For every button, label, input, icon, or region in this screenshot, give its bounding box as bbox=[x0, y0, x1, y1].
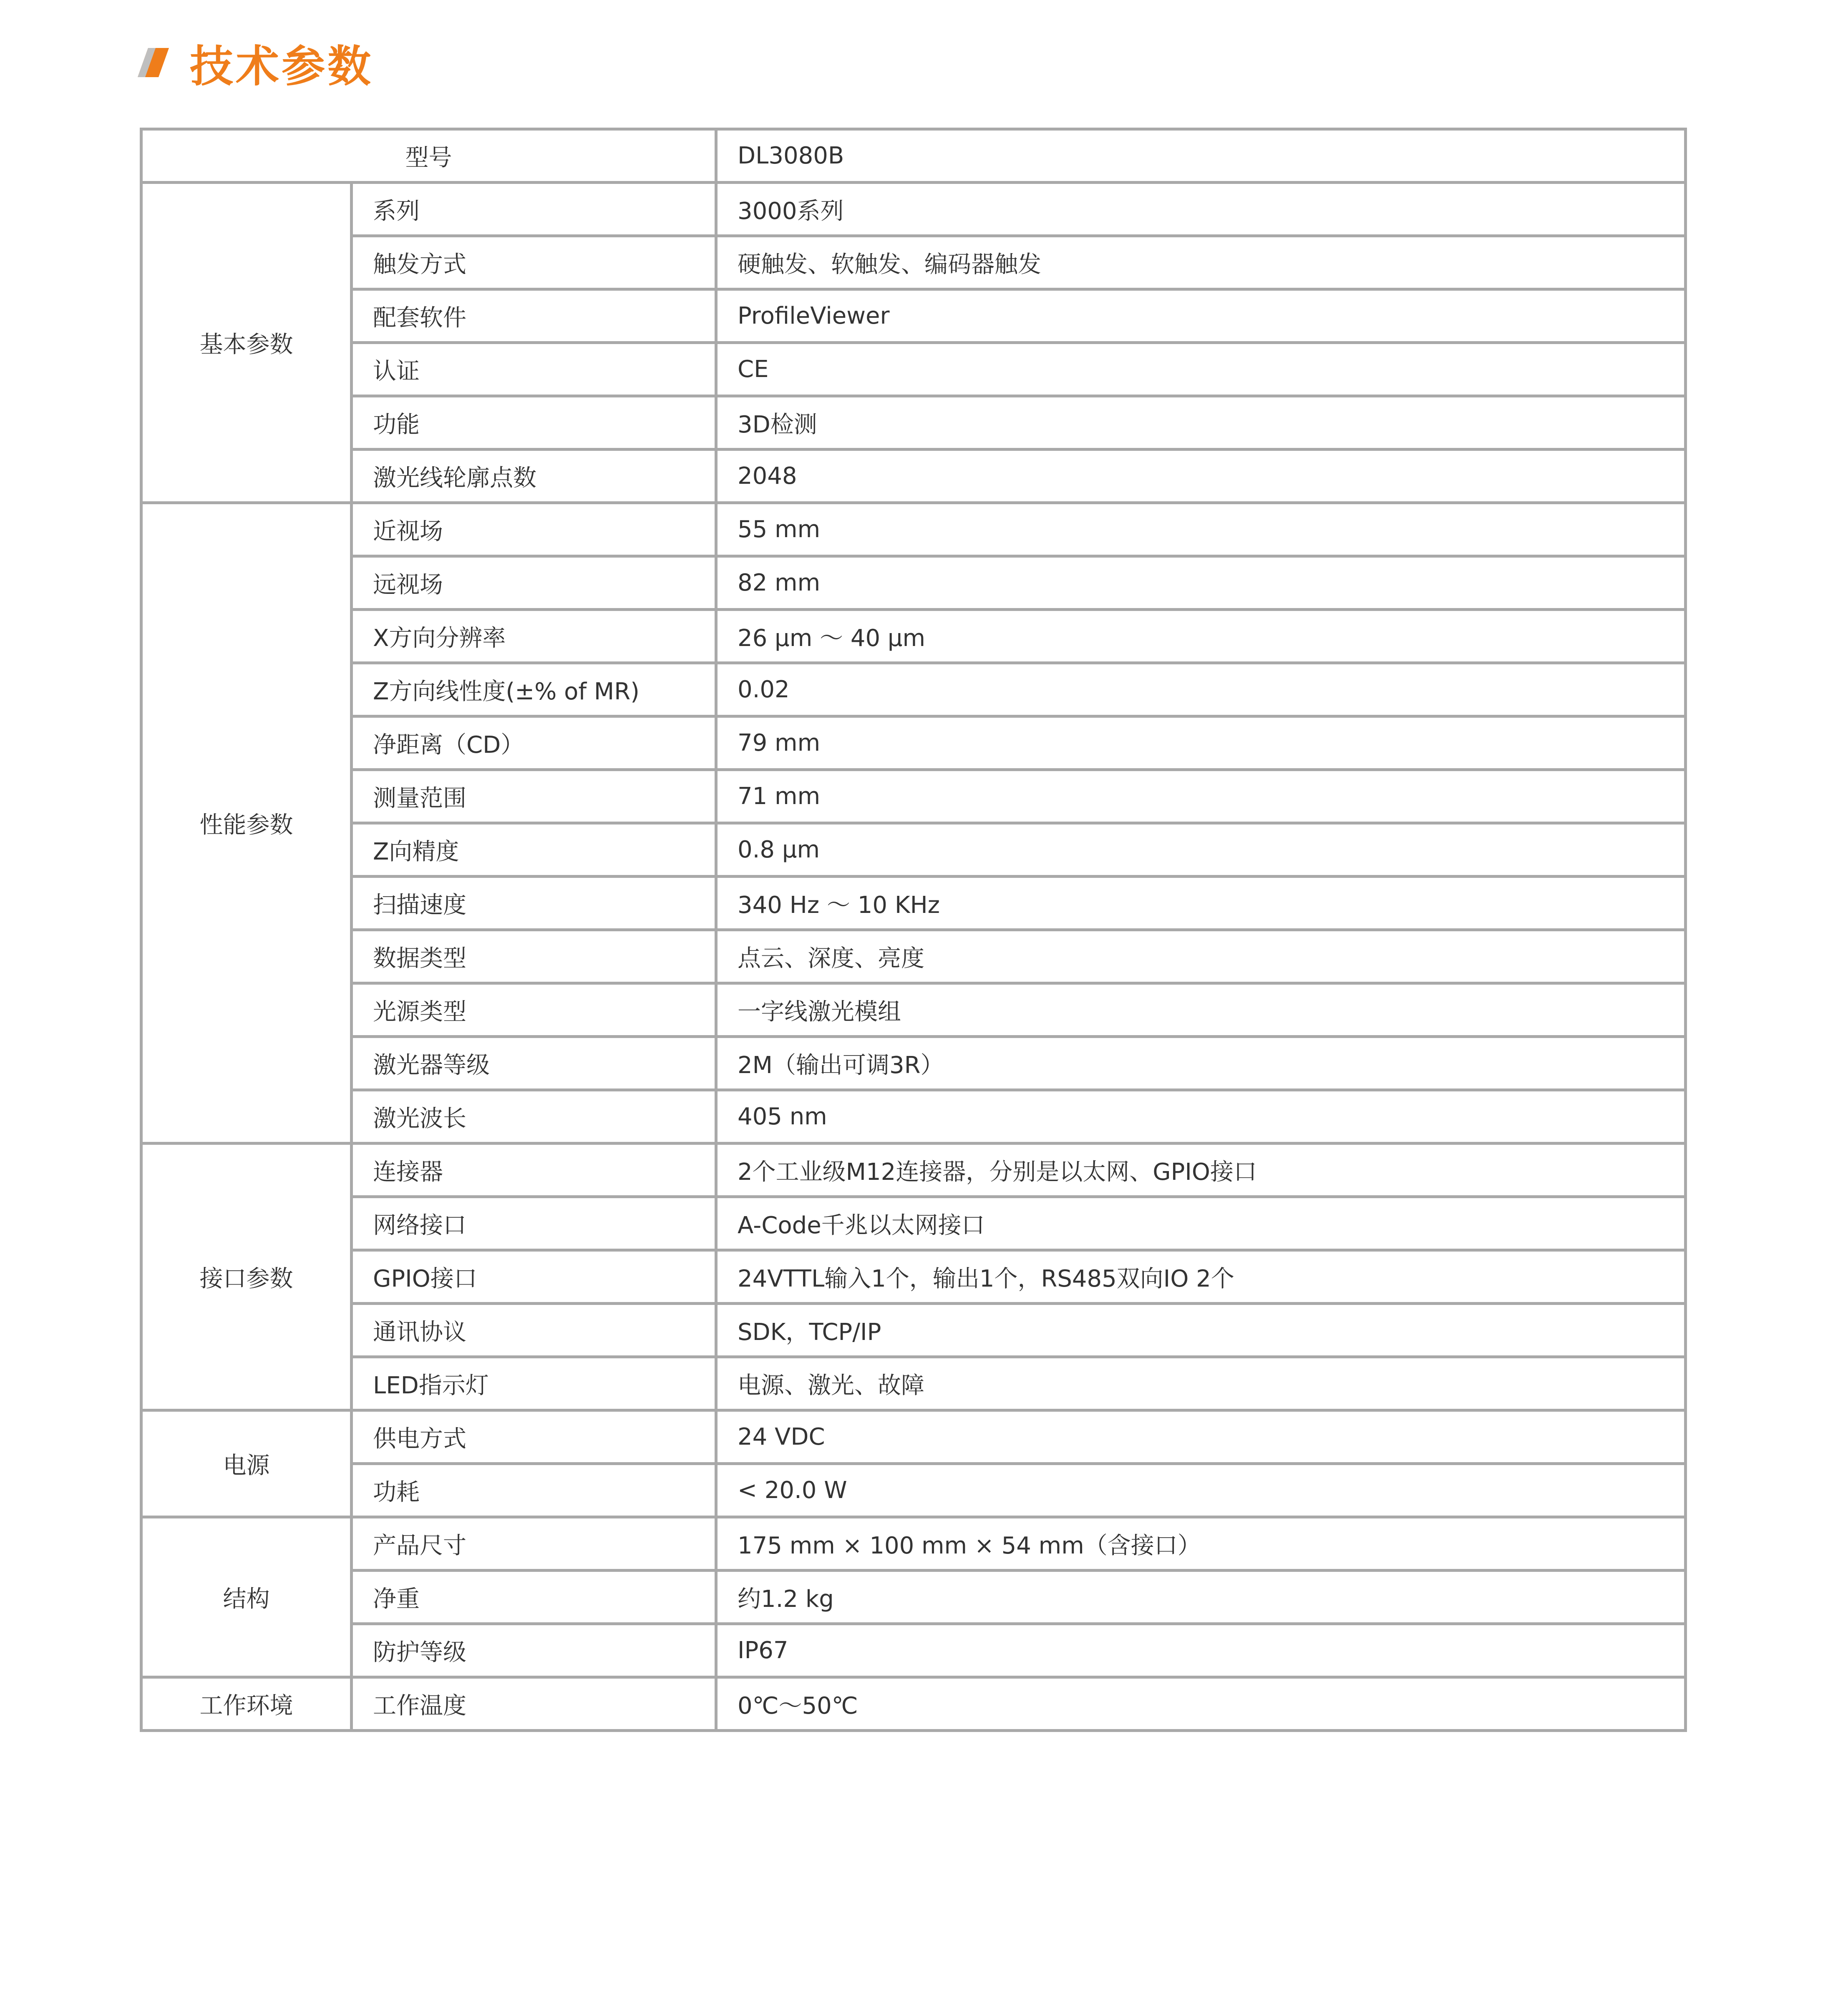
table-row bbox=[141, 1624, 1686, 1677]
table-row bbox=[141, 823, 1686, 877]
param-value: 3000系列 bbox=[716, 183, 1686, 236]
table-row bbox=[141, 1677, 1686, 1731]
param-value: CE bbox=[716, 343, 1686, 396]
param-value: ProfileViewer bbox=[716, 289, 1686, 343]
param-value: 24 VDC bbox=[716, 1410, 1686, 1464]
param-label: 供电方式 bbox=[352, 1410, 716, 1464]
group-name: 接口参数 bbox=[141, 1144, 352, 1410]
param-label: 光源类型 bbox=[352, 983, 716, 1037]
param-value: 26 μm ～ 40 μm bbox=[716, 610, 1686, 663]
model-value: DL3080B bbox=[716, 129, 1686, 183]
param-value: 0.8 μm bbox=[716, 823, 1686, 877]
table-row bbox=[141, 1037, 1686, 1090]
group-name: 结构 bbox=[141, 1517, 352, 1677]
table-row bbox=[141, 343, 1686, 396]
param-value: 电源、激光、故障 bbox=[716, 1357, 1686, 1410]
param-value: 点云、深度、亮度 bbox=[716, 930, 1686, 983]
param-value: 340 Hz ～ 10 KHz bbox=[716, 877, 1686, 930]
param-label: Z向精度 bbox=[352, 823, 716, 877]
table-row bbox=[141, 1464, 1686, 1517]
param-value: 2048 bbox=[716, 450, 1686, 503]
param-label: 工作温度 bbox=[352, 1677, 716, 1731]
page-title: 技术参数 bbox=[190, 41, 374, 92]
param-label: 产品尺寸 bbox=[352, 1517, 716, 1571]
group-name: 性能参数 bbox=[141, 503, 352, 1144]
param-value: 3D检测 bbox=[716, 396, 1686, 450]
table-row bbox=[141, 1304, 1686, 1357]
param-label: Z方向线性度(±% of MR) bbox=[352, 663, 716, 716]
table-row bbox=[141, 930, 1686, 983]
param-value: 55 mm bbox=[716, 503, 1686, 556]
table-row bbox=[141, 716, 1686, 770]
table-row-model bbox=[141, 129, 1686, 183]
table-row bbox=[141, 610, 1686, 663]
param-label: 近视场 bbox=[352, 503, 716, 556]
param-label: LED指示灯 bbox=[352, 1357, 716, 1410]
table-row bbox=[141, 1357, 1686, 1410]
section-header bbox=[136, 33, 373, 92]
param-label: 触发方式 bbox=[352, 236, 716, 289]
param-value: A-Code千兆以太网接口 bbox=[716, 1197, 1686, 1250]
param-label: 激光线轮廓点数 bbox=[352, 450, 716, 503]
param-label: X方向分辨率 bbox=[352, 610, 716, 663]
param-label: 连接器 bbox=[352, 1144, 716, 1197]
param-value: 79 mm bbox=[716, 716, 1686, 770]
param-label: 净距离（CD） bbox=[352, 716, 716, 770]
table-row bbox=[141, 503, 1686, 556]
param-label: 远视场 bbox=[352, 556, 716, 610]
table-row bbox=[141, 183, 1686, 236]
param-value: 405 nm bbox=[716, 1090, 1686, 1144]
param-label: 功耗 bbox=[352, 1464, 716, 1517]
param-value: SDK，TCP/IP bbox=[716, 1304, 1686, 1357]
param-label: 扫描速度 bbox=[352, 877, 716, 930]
param-value: 71 mm bbox=[716, 770, 1686, 823]
table-row bbox=[141, 770, 1686, 823]
param-label: 净重 bbox=[352, 1571, 716, 1624]
model-label: 型号 bbox=[141, 129, 716, 183]
param-label: 系列 bbox=[352, 183, 716, 236]
table-row bbox=[141, 1144, 1686, 1197]
param-value: 一字线激光模组 bbox=[716, 983, 1686, 1037]
param-value: 硬触发、软触发、编码器触发 bbox=[716, 236, 1686, 289]
group-name: 基本参数 bbox=[141, 183, 352, 503]
param-value: < 20.0 W bbox=[716, 1464, 1686, 1517]
table-row bbox=[141, 1410, 1686, 1464]
table-row bbox=[141, 236, 1686, 289]
table-row bbox=[141, 1517, 1686, 1571]
param-value: 约1.2 kg bbox=[716, 1571, 1686, 1624]
group-name: 工作环境 bbox=[141, 1677, 352, 1731]
param-value: 0.02 bbox=[716, 663, 1686, 716]
slash-stripe-icon bbox=[136, 44, 173, 81]
param-value: IP67 bbox=[716, 1624, 1686, 1677]
param-label: 配套软件 bbox=[352, 289, 716, 343]
group-name: 电源 bbox=[141, 1410, 352, 1517]
param-label: 通讯协议 bbox=[352, 1304, 716, 1357]
table-row bbox=[141, 1250, 1686, 1304]
spec-table bbox=[140, 128, 1687, 1732]
param-label: 网络接口 bbox=[352, 1197, 716, 1250]
param-label: 数据类型 bbox=[352, 930, 716, 983]
param-label: 功能 bbox=[352, 396, 716, 450]
param-label: 激光器等级 bbox=[352, 1037, 716, 1090]
param-value: 175 mm × 100 mm × 54 mm（含接口） bbox=[716, 1517, 1686, 1571]
table-row bbox=[141, 556, 1686, 610]
param-label: 防护等级 bbox=[352, 1624, 716, 1677]
table-row bbox=[141, 289, 1686, 343]
param-label: GPIO接口 bbox=[352, 1250, 716, 1304]
table-row bbox=[141, 877, 1686, 930]
param-value: 0℃～50℃ bbox=[716, 1677, 1686, 1731]
spec-table-body bbox=[141, 129, 1686, 1731]
table-row bbox=[141, 1197, 1686, 1250]
param-value: 2M（输出可调3R） bbox=[716, 1037, 1686, 1090]
table-row bbox=[141, 396, 1686, 450]
table-row bbox=[141, 1090, 1686, 1144]
table-row bbox=[141, 450, 1686, 503]
table-row bbox=[141, 1571, 1686, 1624]
table-row bbox=[141, 983, 1686, 1037]
param-value: 2个工业级M12连接器，分别是以太网、GPIO接口 bbox=[716, 1144, 1686, 1197]
param-label: 认证 bbox=[352, 343, 716, 396]
param-label: 激光波长 bbox=[352, 1090, 716, 1144]
table-row bbox=[141, 663, 1686, 716]
param-label: 测量范围 bbox=[352, 770, 716, 823]
param-value: 82 mm bbox=[716, 556, 1686, 610]
param-value: 24VTTL输入1个，输出1个，RS485双向IO 2个 bbox=[716, 1250, 1686, 1304]
